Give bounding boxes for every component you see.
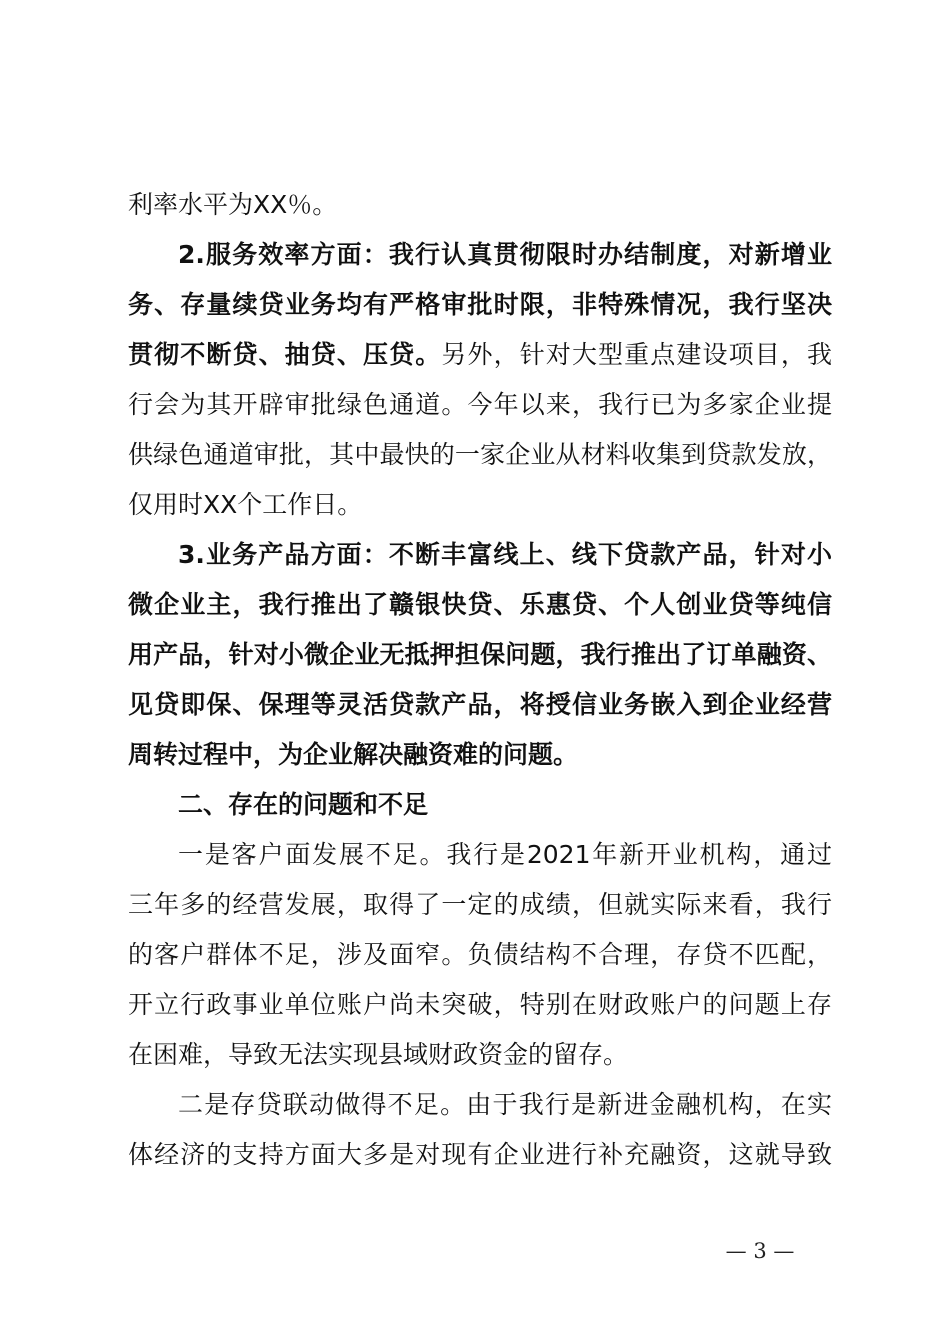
text-run: 另外，针对大型重点建设项目，我: [441, 340, 832, 369]
paragraph-line: [128, 330, 832, 380]
paragraph-line: 二是存贷联动做得不足。由于我行是新进金融机构，在实: [178, 1090, 832, 1119]
paragraph-line: 行会为其开辟审批绿色通道。今年以来，我行已为多家企业提: [128, 390, 832, 419]
text-run-bold: 贯彻不断贷、抽贷、压贷。: [128, 340, 442, 369]
text-run: 利率水平为XX％。: [128, 190, 338, 219]
paragraph-line: 在困难，导致无法实现县域财政资金的留存。: [128, 1040, 629, 1069]
paragraph-line: 仅用时XX个工作日。: [128, 490, 363, 519]
paragraph-line: [128, 180, 832, 230]
paragraph-line: 供绿色通道审批，其中最快的一家企业从材料收集到贷款发放，: [128, 440, 832, 469]
paragraph-line: 开立行政事业单位账户尚未突破，特别在财政账户的问题上存: [128, 990, 832, 1019]
paragraph-line: 务、存量续贷业务均有严格审批时限，非特殊情况，我行坚决: [128, 290, 832, 319]
paragraph-line: 一是客户面发展不足。我行是2021年新开业机构，通过: [178, 840, 832, 869]
paragraph-line: 用产品，针对小微企业无抵押担保问题，我行推出了订单融资、: [128, 640, 832, 669]
paragraph-line: 体经济的支持方面大多是对现有企业进行补充融资，这就导致: [128, 1140, 832, 1169]
paragraph-line: 见贷即保、保理等灵活贷款产品，将授信业务嵌入到企业经营: [128, 690, 832, 719]
paragraph-line: 3.业务产品方面：不断丰富线上、线下贷款产品，针对小: [178, 540, 832, 569]
section-heading: 二、存在的问题和不足: [178, 790, 429, 819]
paragraph-line: 的客户群体不足，涉及面窄。负债结构不合理，存贷不匹配，: [128, 940, 832, 969]
paragraph-line: 周转过程中，为企业解决融资难的问题。: [128, 740, 579, 769]
paragraph-line: 微企业主，我行推出了赣银快贷、乐惠贷、个人创业贷等纯信: [128, 590, 832, 619]
page-number: — 3 —: [725, 1239, 795, 1263]
paragraph-line: 三年多的经营发展，取得了一定的成绩，但就实际来看，我行: [128, 890, 832, 919]
paragraph-line: 2.服务效率方面：我行认真贯彻限时办结制度，对新增业: [178, 240, 832, 269]
